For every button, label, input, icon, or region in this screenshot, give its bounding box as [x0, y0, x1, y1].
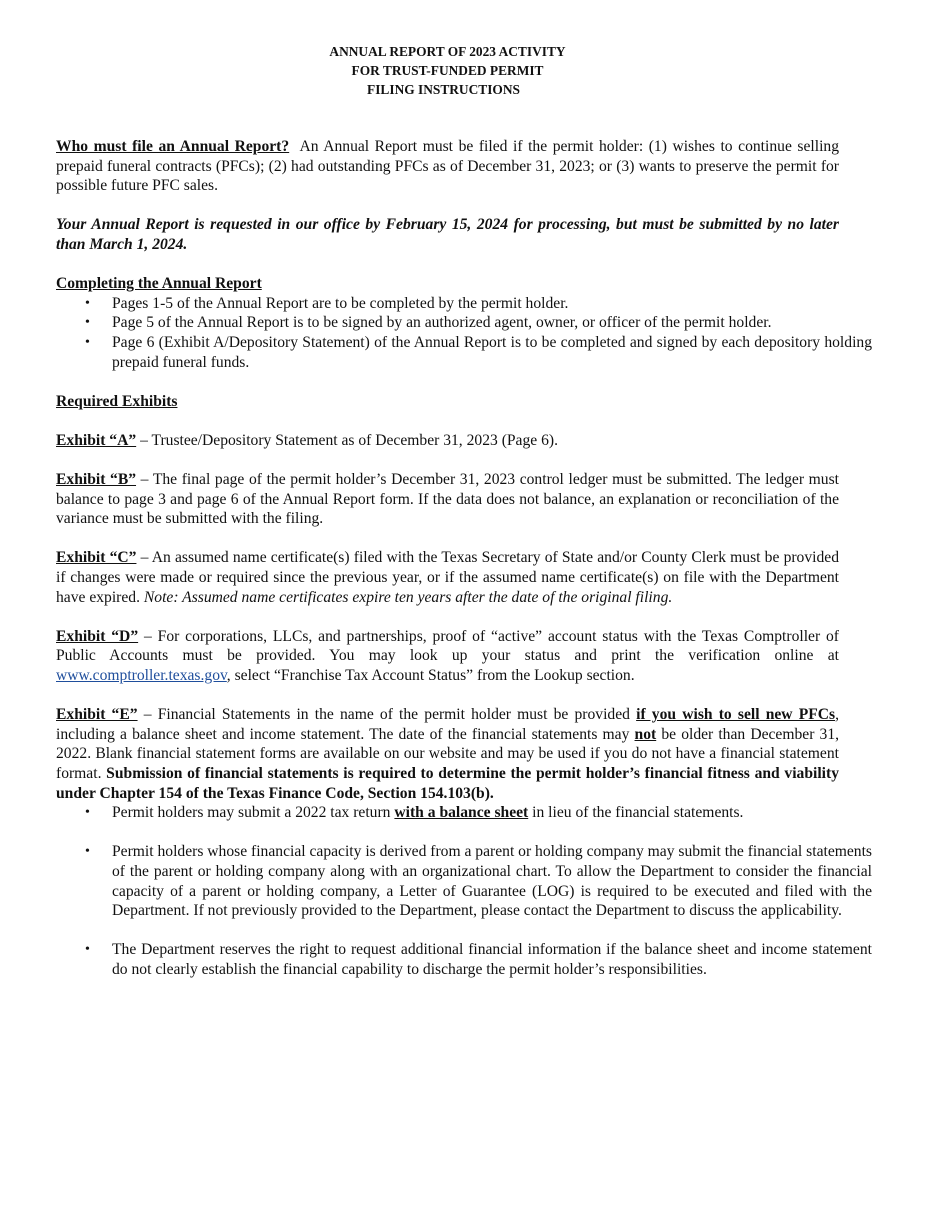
- document-title: [56, 42, 839, 99]
- exhibit-c-note: Note: Assumed name certificates expire ten years after the date of the original filing.: [143, 588, 673, 606]
- who-must-file-heading: Who must file an Annual Report?: [56, 138, 290, 155]
- who-must-file-paragraph: [56, 137, 839, 196]
- completing-heading: Completing the Annual Report: [56, 275, 262, 293]
- exhibit-b-label: Exhibit “B”: [56, 471, 137, 489]
- required-exhibits-section: [56, 392, 839, 412]
- exhibit-d-label: Exhibit “D”: [56, 627, 139, 645]
- exhibit-a-label: Exhibit “A”: [56, 431, 137, 449]
- exhibit-a-paragraph: [56, 431, 839, 451]
- exhibit-c-text: – An assumed name certificate(s) filed with the Texas Secretary of State and/or County Clerk must be provided if changes were made or required since the previous year, or if the assumed name certificate(s) on file with the Department have expired.: [56, 549, 839, 606]
- title-line-3: FILING INSTRUCTIONS: [367, 82, 520, 97]
- exhibit-e-text-1: – Financial Statements in the name of the permit holder must be provided: [143, 706, 630, 724]
- exhibit-b-text: – The final page of the permit holder’s December 31, 2023 control ledger must be submitted. The ledger must balance to page 3 and page 6 of the Annual Report form. If the data does not balance, an explanation or reconciliation of the variance must be submitted with the filing.: [56, 471, 839, 528]
- exhibit-e-emphasis-2: not: [634, 725, 657, 743]
- exhibit-c-paragraph: [56, 548, 839, 607]
- deadline-notice: Your Annual Report is requested in our office by February 15, 2024 for processing, but must be submitted by no later than March 1, 2024.: [56, 216, 839, 253]
- exhibit-e-bold-requirement: Submission of financial statements is required to determine the permit holder’s financial fitness and viability under Chapter 154 of the Texas Finance Code, Section 154.103(b).: [56, 765, 839, 802]
- comptroller-link[interactable]: www.comptroller.texas.gov: [56, 667, 227, 685]
- exhibit-e-text-3: be older than December 31, 2022. Blank financial statement forms are available on our website and may be used if you do not have a financial statement format.: [56, 725, 840, 782]
- exhibit-d-text: – For corporations, LLCs, and partnerships, proof of “active” account status with the Texas Comptroller of Public Accounts must be provided. You may look up your status and print the verification online at: [56, 627, 839, 665]
- exhibit-e-label: Exhibit “E”: [56, 706, 138, 724]
- title-line-2: FOR TRUST-FUNDED PERMIT: [351, 63, 544, 78]
- exhibit-e-list: [56, 803, 872, 979]
- exhibit-e-emphasis-1: if you wish to sell new PFCs: [636, 706, 836, 724]
- list-item: • Pages 1-5 of the Annual Report are to be completed by the permit holder.: [56, 294, 872, 314]
- exhibit-d-text-after: , select “Franchise Tax Account Status” from the Lookup section.: [226, 667, 635, 685]
- exhibit-c-label: Exhibit “C”: [56, 549, 137, 567]
- exhibit-e-text-2: , including a balance sheet and income statement. The date of the financial statements may: [56, 706, 839, 743]
- exhibit-e-paragraph: [56, 705, 839, 803]
- list-item: • Permit holders whose financial capacity is derived from a parent or holding company may submit the financial statements of the parent or holding company along with an organizational chart. To allow the Department to consider the financial capacity of a parent or holding company, a Letter of Guarantee (LOG) is required to be executed and filed with the Department. If not previously provided to the Department, please contact the Department to discuss the applicability.: [56, 842, 872, 920]
- exhibit-b-paragraph: [56, 470, 839, 529]
- list-item: • Page 6 (Exhibit A/Depository Statement) of the Annual Report is to be completed and signed by each depository holding prepaid funeral funds.: [56, 333, 872, 372]
- exhibit-d-paragraph: [56, 627, 839, 686]
- required-exhibits-heading: Required Exhibits: [56, 392, 178, 410]
- tax-return-text-after: in lieu of the financial statements.: [532, 804, 744, 822]
- document-page: [56, 42, 872, 980]
- completing-section: [56, 274, 839, 294]
- title-line-1: ANNUAL REPORT OF 2023 ACTIVITY: [329, 44, 566, 59]
- balance-sheet-emphasis: with a balance sheet: [394, 804, 529, 822]
- completing-list: [56, 294, 872, 372]
- list-item: [56, 803, 872, 823]
- list-item: • Page 5 of the Annual Report is to be signed by an authorized agent, owner, or officer of the permit holder.: [56, 313, 872, 333]
- exhibit-a-text: – Trustee/Depository Statement as of December 31, 2023 (Page 6).: [140, 431, 558, 449]
- who-must-file-text: An Annual Report must be filed if the permit holder: (1) wishes to continue selling prepaid funeral contracts (PFCs); (2) had outstanding PFCs as of December 31, 2023; or (3) wants to preserve the permit for possible future PFC sales.: [56, 138, 840, 195]
- list-item: • The Department reserves the right to request additional financial information if the balance sheet and income statement do not clearly establish the financial capability to discharge the permit holder’s responsibilities.: [56, 940, 872, 979]
- tax-return-text: Permit holders may submit a 2022 tax return: [112, 804, 391, 822]
